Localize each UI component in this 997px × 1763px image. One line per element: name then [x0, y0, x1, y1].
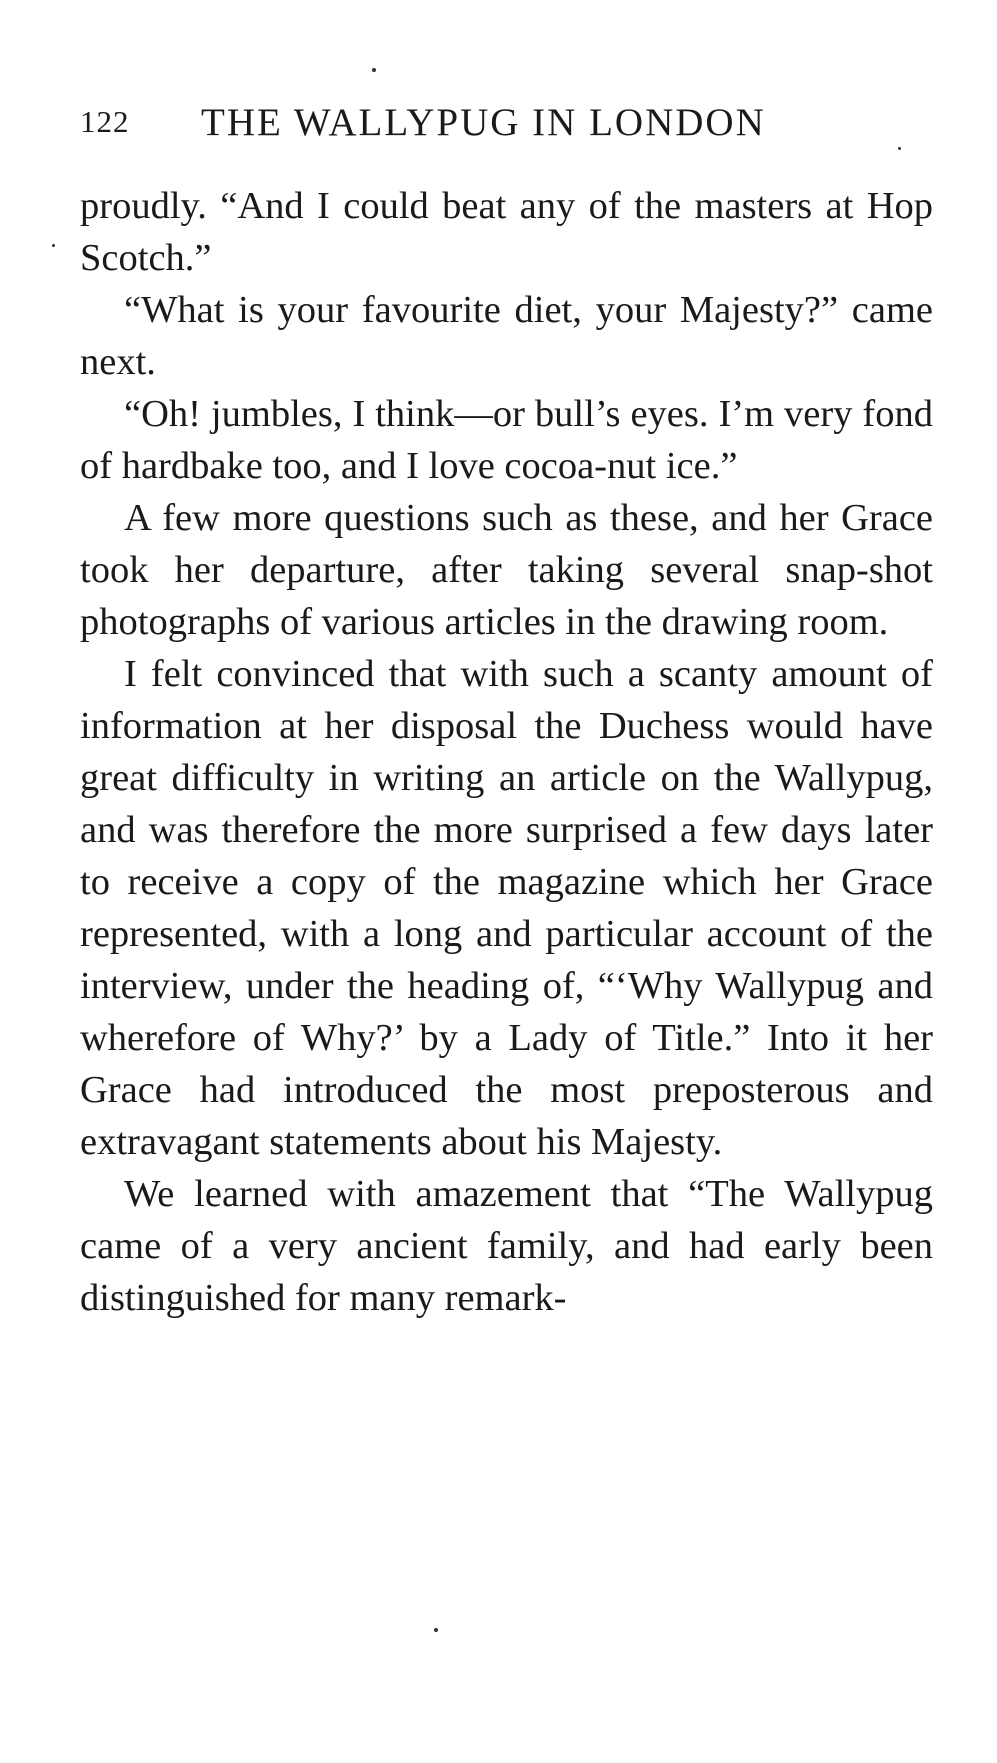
page-header [80, 100, 940, 150]
page-number: 122 [80, 104, 130, 139]
paragraph: “What is your favourite diet, your Majesty?” came next. [80, 289, 933, 383]
ink-speck-bottom [434, 1628, 438, 1632]
body-text [80, 180, 933, 1324]
paragraph: We learned with amazement that “The Wallypug came of a very ancient family, and had early been distinguished for many remark- [80, 1173, 933, 1319]
paragraph: A few more questions such as these, and her Grace took her departure, after taking several snap-shot photographs of various articles in the drawing room. [80, 497, 933, 643]
running-title: THE WALLYPUG IN LONDON [201, 101, 766, 144]
paragraph: “Oh! jumbles, I think—or bull’s eyes. I’m very fond of hardbake too, and I love cocoa-nut ice.” [80, 393, 933, 487]
ink-speck-left [52, 244, 55, 247]
paragraph: I felt convinced that with such a scanty amount of information at her disposal the Duchess would have great difficulty in writing an article on the Wallypug, and was therefore the more surprised a few days later to receive a copy of the magazine which her Grace represented, with a long and particular account of the interview, under the heading of, “‘Why Wallypug and wherefore of Why?’ by a Lady of Title.” Into it her Grace had introduced the most preposterous and extravagant statements about his Majesty. [80, 653, 933, 1163]
paragraph: proudly. “And I could beat any of the masters at Hop Scotch.” [80, 185, 933, 279]
ink-speck-top [372, 68, 376, 72]
